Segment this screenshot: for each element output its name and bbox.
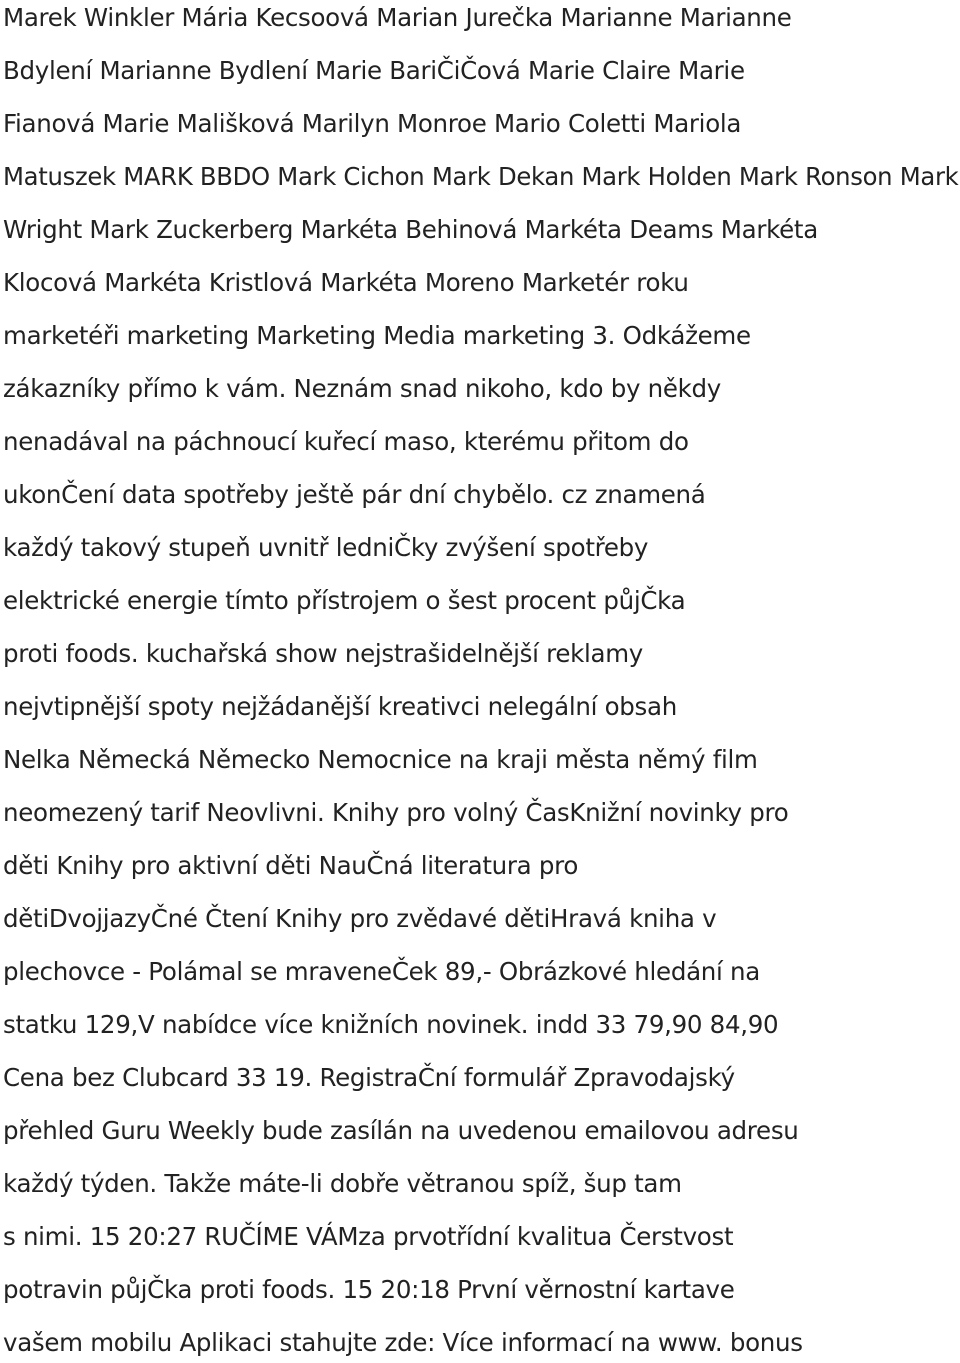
text-line: Nelka Německá Německo Nemocnice na kraji města němý film [3, 745, 758, 774]
text-line: Cena bez Clubcard 33 19. RegistraČní formulář Zpravodajský [3, 1063, 735, 1092]
text-line: Klocová Markéta Kristlová Markéta Moreno Marketér roku [3, 268, 689, 297]
text-line: nejvtipnější spoty nejžádanější kreativci nelegální obsah [3, 692, 677, 721]
text-line: dětiDvojjazyČné Čtení Knihy pro zvědavé dětiHravá kniha v [3, 904, 717, 933]
text-line: každý týden. Takže máte-li dobře větranou spíž, šup tam [3, 1169, 682, 1198]
text-line: Wright Mark Zuckerberg Markéta Behinová Markéta Deams Markéta [3, 215, 818, 244]
text-line: elektrické energie tímto přístrojem o šest procent půjČka [3, 586, 686, 615]
text-line: s nimi. 15 20:27 RUČÍME VÁMza prvotřídní kvalitua Čerstvost [3, 1222, 734, 1251]
text-line: každý takový stupeň uvnitř ledniČky zvýšení spotřeby [3, 533, 649, 562]
text-line: marketéři marketing Marketing Media marketing 3. Odkážeme [3, 321, 751, 350]
text-line: plechovce - Polámal se mraveneČek 89,- Obrázkové hledání na [3, 957, 760, 986]
text-line: potravin půjČka proti foods. 15 20:18 První věrnostní kartave [3, 1275, 735, 1304]
text-line: Bdylení Marianne Bydlení Marie BariČiČová Marie Claire Marie [3, 56, 745, 85]
text-line: Fianová Marie Mališková Marilyn Monroe Mario Coletti Mariola [3, 109, 742, 138]
text-line: zákazníky přímo k vám. Neznám snad nikoho, kdo by někdy [3, 374, 721, 403]
text-line: vašem mobilu Aplikaci stahujte zde: Více informací na www. bonus [3, 1328, 803, 1357]
text-line: neomezený tarif Neovlivni. Knihy pro volný ČasKnižní novinky pro [3, 798, 789, 827]
text-line: ukonČení data spotřeby ještě pár dní chybělo. cz znamená [3, 480, 706, 509]
text-line: Matuszek MARK BBDO Mark Cichon Mark Dekan Mark Holden Mark Ronson Mark [3, 162, 959, 191]
text-line: proti foods. kuchařská show nejstrašidelnější reklamy [3, 639, 643, 668]
text-line: Marek Winkler Mária Kecsoová Marian Jurečka Marianne Marianne [3, 3, 792, 32]
text-line: přehled Guru Weekly bude zasílán na uvedenou emailovou adresu [3, 1116, 799, 1145]
text-line: statku 129,V nabídce více knižních novinek. indd 33 79,90 84,90 [3, 1010, 779, 1039]
text-line: děti Knihy pro aktivní děti NauČná literatura pro [3, 851, 579, 880]
text-line: nenadával na páchnoucí kuřecí maso, kterému přitom do [3, 427, 689, 456]
